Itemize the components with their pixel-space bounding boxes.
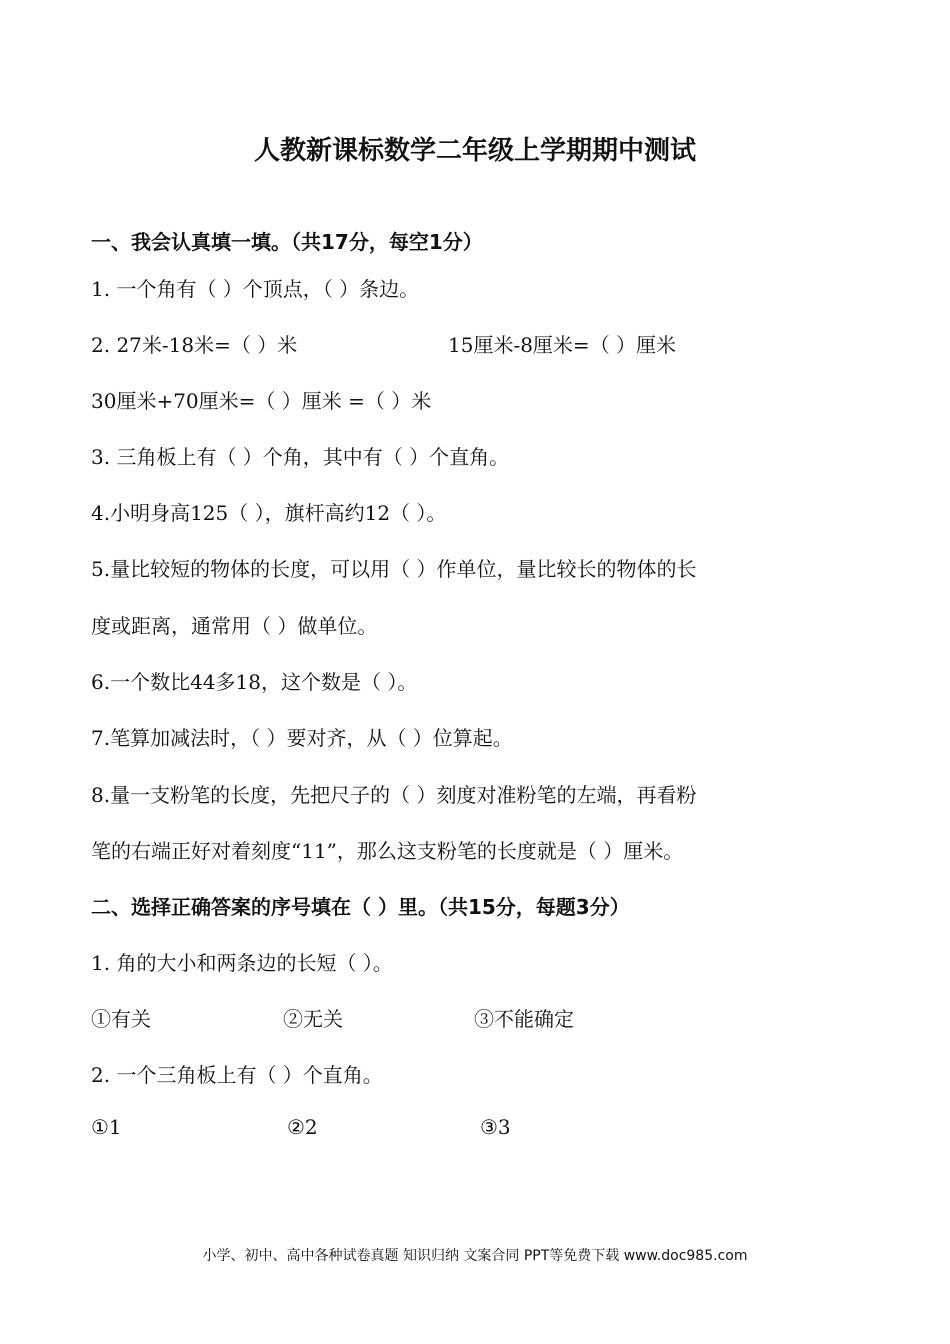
question-1-6: 6.一个数比44多18，这个数是（ ）。: [91, 670, 418, 694]
question-2-1-option-3: ③不能确定: [474, 1007, 574, 1031]
section-1-heading: 一、我会认真填一填。（共17分，每空1分）: [91, 230, 483, 254]
question-2-1-option-2: ②无关: [283, 1007, 343, 1031]
footer-text: 小学、初中、高中各种试卷真题 知识归纳 文案合同 PPT等免费下载 www.doc985.com: [202, 1248, 748, 1264]
question-1-1: 1. 一个角有（ ）个顶点，（ ）条边。: [91, 277, 420, 301]
question-2-1: 1. 角的大小和两条边的长短（ ）。: [91, 951, 393, 975]
question-2-2-option-2: ②2: [287, 1115, 318, 1139]
question-1-2c: 30厘米+70厘米=（ ）厘米 =（ ）米: [91, 389, 432, 413]
section-2-heading: 二、选择正确答案的序号填在（ ）里。（共15分，每题3分）: [91, 895, 630, 919]
question-2-2-option-3: ③3: [480, 1115, 511, 1139]
question-1-8-line2: 笔的右端正好对着刻度“11”，那么这支粉笔的长度就是（ ）厘米。: [91, 839, 684, 863]
question-1-2b: 15厘米-8厘米=（ ）厘米: [448, 333, 677, 357]
question-1-5-line1: 5.量比较短的物体的长度，可以用（ ）作单位，量比较长的物体的长: [91, 557, 697, 581]
question-1-4: 4.小明身高125（ ），旗杆高约12（ ）。: [91, 501, 447, 525]
question-2-1-option-1: ①有关: [91, 1007, 151, 1031]
question-1-3: 3. 三角板上有（ ）个角，其中有（ ）个直角。: [91, 445, 510, 469]
question-1-2a: 2. 27米-18米=（ ）米: [91, 333, 298, 357]
question-1-5-line2: 度或距离，通常用（ ）做单位。: [91, 614, 378, 638]
question-2-2-option-1: ①1: [91, 1115, 122, 1139]
page-title: 人教新课标数学二年级上学期期中测试: [253, 136, 696, 166]
question-1-7: 7.笔算加减法时，（ ）要对齐，从（ ）位算起。: [91, 726, 513, 750]
question-1-8-line1: 8.量一支粉笔的长度，先把尺子的（ ）刻度对准粉笔的左端，再看粉: [91, 783, 697, 807]
question-2-2: 2. 一个三角板上有（ ）个直角。: [91, 1063, 383, 1087]
